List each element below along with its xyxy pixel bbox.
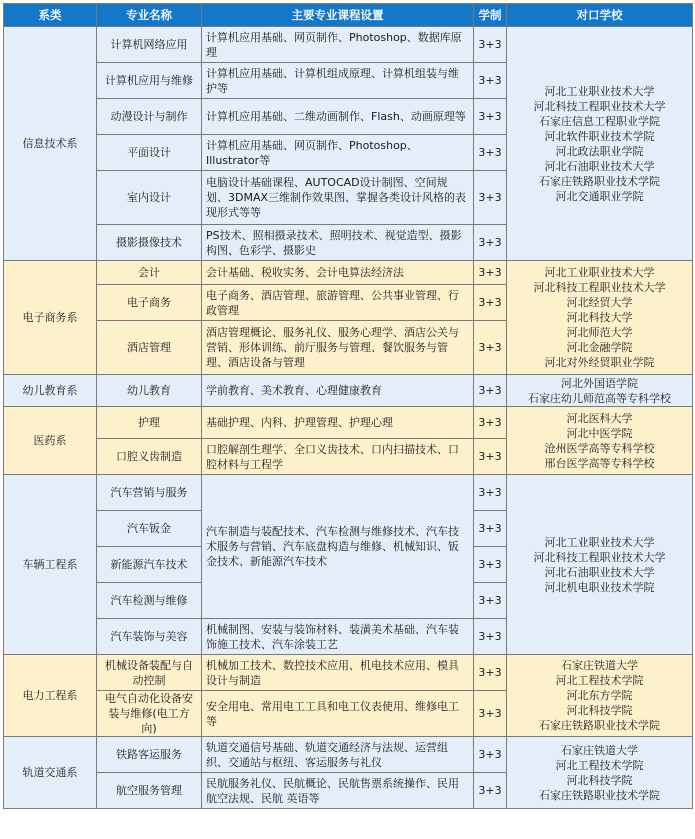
school-name: 河北外国语学院	[561, 376, 638, 390]
table-row	[4, 655, 693, 691]
school-name: 河北工程技术学院	[555, 674, 644, 687]
courses-cell: 安全用电、常用电工工具和电工仪表使用、维修电工等	[202, 691, 474, 737]
school-name: 河北工程技术学院	[555, 758, 644, 772]
courses-cell: 轨道交通信号基础、轨道交通经济与法规、运营组织、交通站与枢纽、客运服务与礼仪	[202, 737, 474, 773]
major-cell: 护理	[97, 407, 202, 439]
major-cell: 汽车检测与维修	[97, 583, 202, 619]
schools-cell	[507, 737, 693, 809]
major-cell: 幼儿教育	[97, 375, 202, 407]
table-header-row	[4, 4, 693, 27]
table-row	[4, 261, 693, 285]
major-cell: 会计	[97, 261, 202, 285]
dept-cell: 车辆工程系	[4, 475, 97, 655]
school-name: 河北石油职业技术大学	[544, 159, 655, 173]
school-name: 河北经贸大学	[566, 296, 633, 309]
major-cell: 酒店管理	[97, 321, 202, 375]
schools-cell	[507, 27, 693, 261]
schools-cell	[507, 375, 693, 407]
school-name: 石家庄铁道大学	[561, 743, 638, 757]
years-cell: 3+3	[474, 225, 507, 261]
years-cell: 3+3	[474, 547, 507, 583]
schools-cell	[507, 261, 693, 375]
courses-cell: 酒店管理概论、服务礼仪、服务心理学、酒店公关与营销、形体训练、前厅服务与管理、餐饮服务与管理、酒店设备与管理	[202, 321, 474, 375]
school-name: 河北交通职业学院	[555, 189, 644, 203]
school-name: 河北科技工程职业技术大学	[533, 550, 666, 564]
header-years: 学制	[474, 4, 507, 27]
major-cell: 汽车钣金	[97, 511, 202, 547]
major-cell: 航空服务管理	[97, 773, 202, 809]
years-cell: 3+3	[474, 375, 507, 407]
schools-cell	[507, 655, 693, 737]
dept-cell: 电力工程系	[4, 655, 97, 737]
school-name: 河北师范大学	[566, 326, 633, 339]
courses-cell: 口腔解剖生理学、全口义齿技术、口内扫描技术、口腔材料与工程学	[202, 439, 474, 475]
years-cell: 3+3	[474, 691, 507, 737]
header-schools: 对口学校	[507, 4, 693, 27]
major-cell: 摄影摄像技术	[97, 225, 202, 261]
years-cell: 3+3	[474, 439, 507, 475]
courses-cell: 民航服务礼仪、民航概论、民航售票系统操作、民用航空法规、民航 英语等	[202, 773, 474, 809]
courses-cell: 电子商务、酒店管理、旅游管理、公共事业管理、行政管理	[202, 285, 474, 321]
school-name: 河北医科大学	[566, 411, 633, 425]
years-cell: 3+3	[474, 475, 507, 511]
dept-cell: 信息技术系	[4, 27, 97, 261]
school-name: 河北科技大学	[566, 311, 633, 324]
school-name: 石家庄铁路职业技术学院	[539, 174, 660, 188]
major-cell: 电子商务	[97, 285, 202, 321]
header-major: 专业名称	[97, 4, 202, 27]
table-row	[4, 475, 693, 511]
years-cell: 3+3	[474, 99, 507, 135]
school-name: 石家庄铁道大学	[561, 659, 638, 672]
courses-cell: 机械加工技术、数控技术应用、机电技术应用、模具设计与制造	[202, 655, 474, 691]
school-name: 河北工业职业技术大学	[544, 535, 655, 549]
major-cell: 计算机应用与维修	[97, 63, 202, 99]
majors-table-container	[3, 3, 692, 809]
courses-cell: 计算机应用基础、网页制作、Photoshop、Illustrator等	[202, 135, 474, 171]
table-row	[4, 375, 693, 407]
major-cell: 室内设计	[97, 171, 202, 225]
school-name: 河北软件职业技术学院	[544, 129, 655, 143]
years-cell: 3+3	[474, 321, 507, 375]
major-cell: 电气自动化设备安装与维修(电工方向)	[97, 691, 202, 737]
dept-cell: 幼儿教育系	[4, 375, 97, 407]
years-cell: 3+3	[474, 773, 507, 809]
majors-table	[3, 3, 693, 809]
dept-cell: 医药系	[4, 407, 97, 475]
dept-cell: 轨道交通系	[4, 737, 97, 809]
major-cell: 计算机网络应用	[97, 27, 202, 63]
courses-cell: 计算机应用基础、网页制作、Photoshop、数据库原理	[202, 27, 474, 63]
table-row	[4, 407, 693, 439]
major-cell: 铁路客运服务	[97, 737, 202, 773]
major-cell: 机械设备装配与自动控制	[97, 655, 202, 691]
table-row	[4, 737, 693, 773]
major-cell: 平面设计	[97, 135, 202, 171]
years-cell: 3+3	[474, 511, 507, 547]
header-dept: 系类	[4, 4, 97, 27]
major-cell: 新能源汽车技术	[97, 547, 202, 583]
school-name: 河北工业职业技术大学	[544, 84, 655, 98]
courses-cell: PS技术、照相摄录技术、照明技术、视觉造型、摄影构图、色彩学、摄影史	[202, 225, 474, 261]
courses-cell: 学前教育、美术教育、心理健康教育	[202, 375, 474, 407]
courses-cell: 计算机应用基础、计算机组成原理、计算机组装与维护等	[202, 63, 474, 99]
school-name: 河北政法职业学院	[555, 144, 644, 158]
courses-cell: 机械制图、安装与装饰材料、装潢美术基础、汽车装饰施工技术、汽车涂装工艺	[202, 619, 474, 655]
school-name: 河北金融学院	[566, 341, 633, 354]
years-cell: 3+3	[474, 583, 507, 619]
school-name: 河北科技学院	[566, 773, 633, 787]
years-cell: 3+3	[474, 171, 507, 225]
school-name: 河北机电职业技术学院	[544, 580, 655, 594]
courses-cell: 会计基础、税收实务、会计电算法经济法	[202, 261, 474, 285]
header-courses: 主要专业课程设置	[202, 4, 474, 27]
years-cell: 3+3	[474, 135, 507, 171]
school-name: 河北科技工程职业技术大学	[533, 99, 666, 113]
table-body	[4, 27, 693, 809]
major-cell: 口腔义齿制造	[97, 439, 202, 475]
school-name: 石家庄信息工程职业学院	[539, 114, 660, 128]
school-name: 河北科技学院	[566, 704, 633, 717]
major-cell: 动漫设计与制作	[97, 99, 202, 135]
years-cell: 3+3	[474, 655, 507, 691]
table-row	[4, 27, 693, 63]
major-cell: 汽车营销与服务	[97, 475, 202, 511]
school-name: 沧州医学高等专科学校	[544, 441, 655, 455]
school-name: 河北科技工程职业技术大学	[533, 281, 666, 294]
courses-cell: 汽车制造与装配技术、汽车检测与维修技术、汽车技术服务与营销、汽车底盘构造与维修、机械知识、钣金技术、新能源汽车技术	[202, 475, 474, 619]
school-name: 河北东方学院	[566, 689, 633, 702]
school-name: 石家庄铁路职业技术学院	[539, 719, 660, 732]
years-cell: 3+3	[474, 407, 507, 439]
years-cell: 3+3	[474, 63, 507, 99]
courses-cell: 电脑设计基础课程、AUTOCAD设计制图、空间规划、3DMAX三维制作效果图、掌握各类设计风格的表现形式等等	[202, 171, 474, 225]
years-cell: 3+3	[474, 619, 507, 655]
courses-cell: 基础护理、内科、护理管理、护理心理	[202, 407, 474, 439]
schools-cell	[507, 407, 693, 475]
school-name: 石家庄幼儿师范高等专科学校	[528, 391, 671, 405]
school-name: 河北中医学院	[566, 426, 633, 440]
schools-cell	[507, 475, 693, 655]
school-name: 河北工业职业技术大学	[544, 266, 655, 279]
years-cell: 3+3	[474, 737, 507, 773]
courses-cell: 计算机应用基础、二维动画制作、Flash、动画原理等	[202, 99, 474, 135]
school-name: 石家庄铁路职业技术学院	[539, 788, 660, 802]
years-cell: 3+3	[474, 285, 507, 321]
school-name: 邢台医学高等专科学校	[544, 456, 655, 470]
school-name: 河北石油职业技术大学	[544, 565, 655, 579]
major-cell: 汽车装饰与美容	[97, 619, 202, 655]
dept-cell: 电子商务系	[4, 261, 97, 375]
years-cell: 3+3	[474, 27, 507, 63]
years-cell: 3+3	[474, 261, 507, 285]
school-name: 河北对外经贸职业学院	[544, 356, 655, 369]
